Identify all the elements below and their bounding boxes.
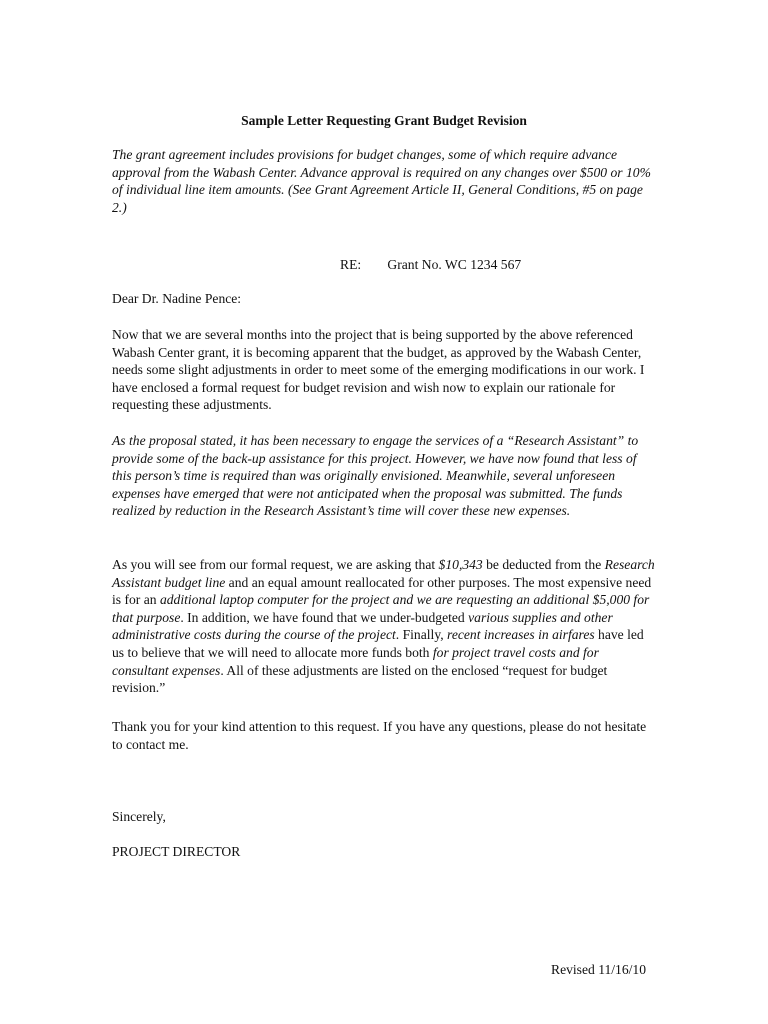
re-line (340, 256, 521, 274)
signature: PROJECT DIRECTOR (112, 844, 241, 859)
p3-amount: $10,343 (438, 557, 483, 572)
p3-text-3: and an equal amount reallocated for other purposes. The most expensive need is for an (112, 574, 652, 608)
p3-text-2: be deducted from the (482, 557, 605, 572)
p3-text-6: have led us to believe that we will need to allocate more funds both (112, 627, 644, 660)
grant-number: Grant No. WC 1234 567 (387, 257, 522, 272)
p3-laptop: additional laptop computer for the project and we are requesting an additional $5,000 for that purpose (112, 592, 650, 625)
p3-text-1: As you will see from our formal request, we are asking that (112, 557, 439, 572)
p3-airfares: recent increases in airfares (447, 627, 595, 643)
closing: Sincerely, (112, 809, 166, 824)
body-paragraph-4: Thank you for your kind attention to this request. If you have any questions, please do not hesitate to contact me. (112, 719, 647, 752)
p3-travel: for project travel costs and for consultant expenses (112, 644, 599, 678)
p3-text-5: . Finally, (395, 627, 448, 643)
body-paragraph-2: As the proposal stated, it has been necessary to engage the services of a “Research Assistant” to provide some of the back-up assistance for this project. However, we have now found that less of this person’s time is required than was originally envisioned. Meanwhile, several unforeseen expenses have emerged that were not anticipated when the proposal was submitted. The funds realized by reduction in the Research Assistant’s time will cover these new expenses. (112, 433, 639, 519)
p3-text-4: . In addition, we have found that we under-budgeted (180, 609, 469, 625)
body-paragraph-3 (112, 556, 657, 697)
p3-text-7: . All of these adjustments are listed on the enclosed “request for budget revision.” (112, 662, 608, 696)
p3-supplies: various supplies and other administrative costs during the course of the project (112, 609, 613, 643)
intro-note: The grant agreement includes provisions for budget changes, some of which require advance approval from the Wabash Center. Advance approval is required on any changes over $500 or 10% of individual line item amounts. (See Grant Agreement Article II, General Conditions, #5 on page 2.) (112, 147, 651, 215)
p3-budget-line: Research Assistant budget line (112, 557, 655, 590)
body-paragraph-1: Now that we are several months into the project that is being supported by the above referenced Wabash Center grant, it is becoming apparent that the budget, as approved by the Wabash Center, needs some slight adjustments in order to meet some of the emerging modifications in our work. I have enclosed a formal request for budget revision and wish now to explain our rationale for requesting these adjustments. (112, 327, 645, 413)
re-label: RE: (340, 257, 362, 272)
page-title: Sample Letter Requesting Grant Budget Revision (241, 113, 527, 128)
revision-date: Revised 11/16/10 (551, 962, 647, 977)
salutation: Dear Dr. Nadine Pence: (112, 291, 242, 306)
